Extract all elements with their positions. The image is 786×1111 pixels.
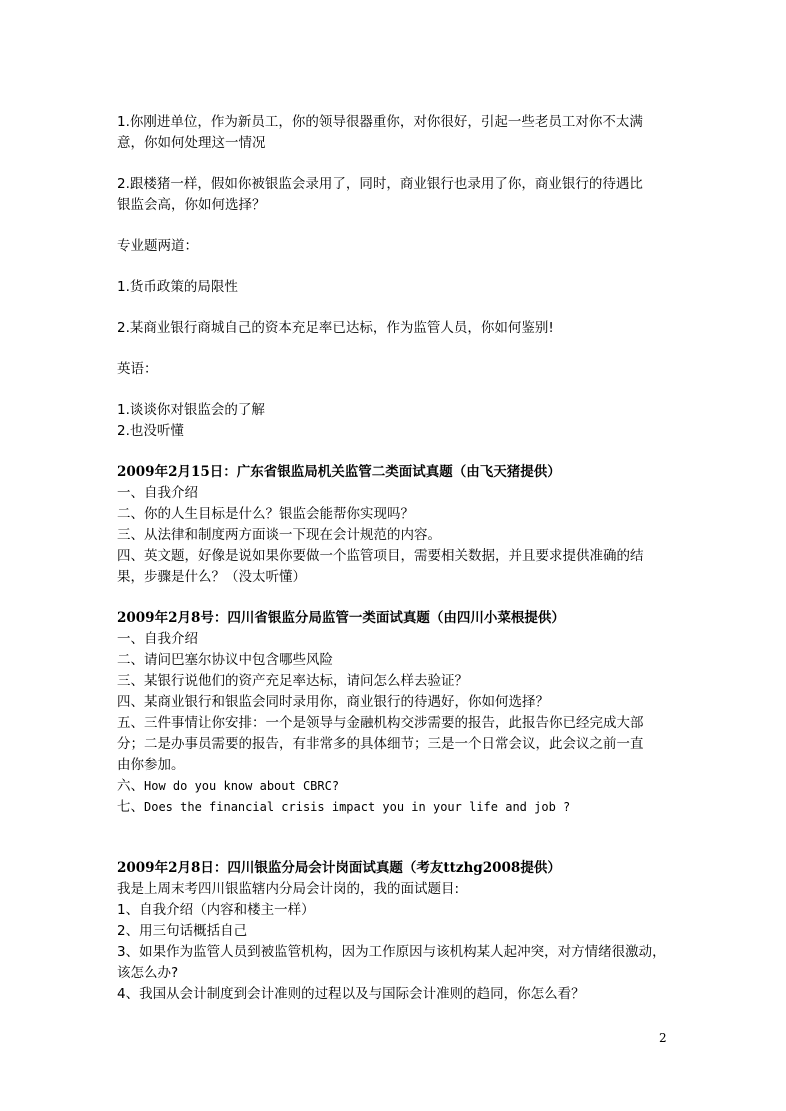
list-item: 该怎么办? [117, 965, 179, 981]
list-item: 三、某银行说他们的资产充足率达标，请问怎么样去验证？ [117, 673, 468, 689]
list-item: 四、某商业银行和银监会同时录用你，商业银行的待遇好，你如何选择？ [117, 694, 549, 710]
list-item: 1、自我介绍（内容和楼主一样） [117, 902, 315, 918]
list-item: 2、用三句话概括自己 [117, 923, 248, 939]
list-item [117, 776, 677, 797]
professional-q1: 1.货币政策的局限性 [117, 279, 238, 295]
english-title: 英语： [117, 361, 158, 377]
list-item: 一、自我介绍 [117, 631, 198, 647]
list-item: 一、自我介绍 [117, 485, 198, 501]
list-item-prefix: 七、 [117, 799, 144, 815]
section-heading-guangdong: 2009年2月15日：广东省银监局机关监管二类面试真题（由飞天猪提供） [117, 464, 561, 480]
professional-q2: 2.某商业银行商城自己的资本充足率已达标，作为监管人员，你如何鉴别! [117, 320, 554, 336]
page-number: 2 [659, 1031, 667, 1045]
list-item: 二、请问巴塞尔协议中包含哪些风险 [117, 652, 333, 668]
list-item: 4、我国从会计制度到会计准则的过程以及与国际会计准则的趋同，你怎么看？ [117, 986, 585, 1002]
document-page [117, 112, 677, 1005]
list-item: 三、从法律和制度两方面谈一下现在会计规范的内容。 [117, 527, 441, 543]
list-item [117, 797, 677, 818]
professional-title: 专业题两道： [117, 238, 198, 254]
english-q2: 2.也没听懂 [117, 423, 184, 439]
list-item-text: Does the financial crisis impact you in your life and job ? [144, 800, 571, 814]
section-heading-sichuan-2: 2009年2月8日：四川银监分局会计岗面试真题（考友ttzhg2008提供） [117, 860, 561, 876]
intro-q1-line1: 1.你刚进单位，作为新员工，你的领导很器重你，对你很好，引起一些老员工对你不太满 [117, 114, 643, 130]
list-item: 二、你的人生目标是什么？银监会能帮你实现吗？ [117, 506, 414, 522]
section-heading-sichuan-1: 2009年2月8号：四川省银监分局监管一类面试真题（由四川小菜根提供） [117, 610, 565, 626]
intro-q1-line2: 意，你如何处理这一情况 [117, 135, 266, 151]
english-q1: 1.谈谈你对银监会的了解 [117, 402, 265, 418]
intro-q2-line1: 2.跟楼猪一样，假如你被银监会录用了，同时，商业银行也录用了你，商业银行的待遇比 [117, 176, 643, 192]
list-item: 3、如果作为监管人员到被监管机构，因为工作原因与该机构某人起冲突，对方情绪很激动， [117, 944, 666, 960]
list-item: 分；二是办事员需要的报告，有非常多的具体细节；三是一个日常会议，此会议之前一直 [117, 736, 644, 752]
list-item-text: How do you know about CBRC? [144, 779, 340, 793]
list-item: 四、英文题，好像是说如果你要做一个监管项目，需要相关数据，并且要求提供准确的结 [117, 548, 644, 564]
section-intro: 我是上周末考四川银监辖内分局会计岗的，我的面试题目: [117, 881, 460, 897]
list-item: 由你参加。 [117, 757, 185, 773]
list-item-prefix: 六、 [117, 778, 144, 794]
intro-q2-line2: 银监会高，你如何选择？ [117, 197, 266, 213]
list-item: 果，步骤是什么？（没太听懂） [117, 569, 306, 585]
list-item: 五、三件事情让你安排：一个是领导与金融机构交涉需要的报告，此报告你已经完成大部 [117, 715, 644, 731]
